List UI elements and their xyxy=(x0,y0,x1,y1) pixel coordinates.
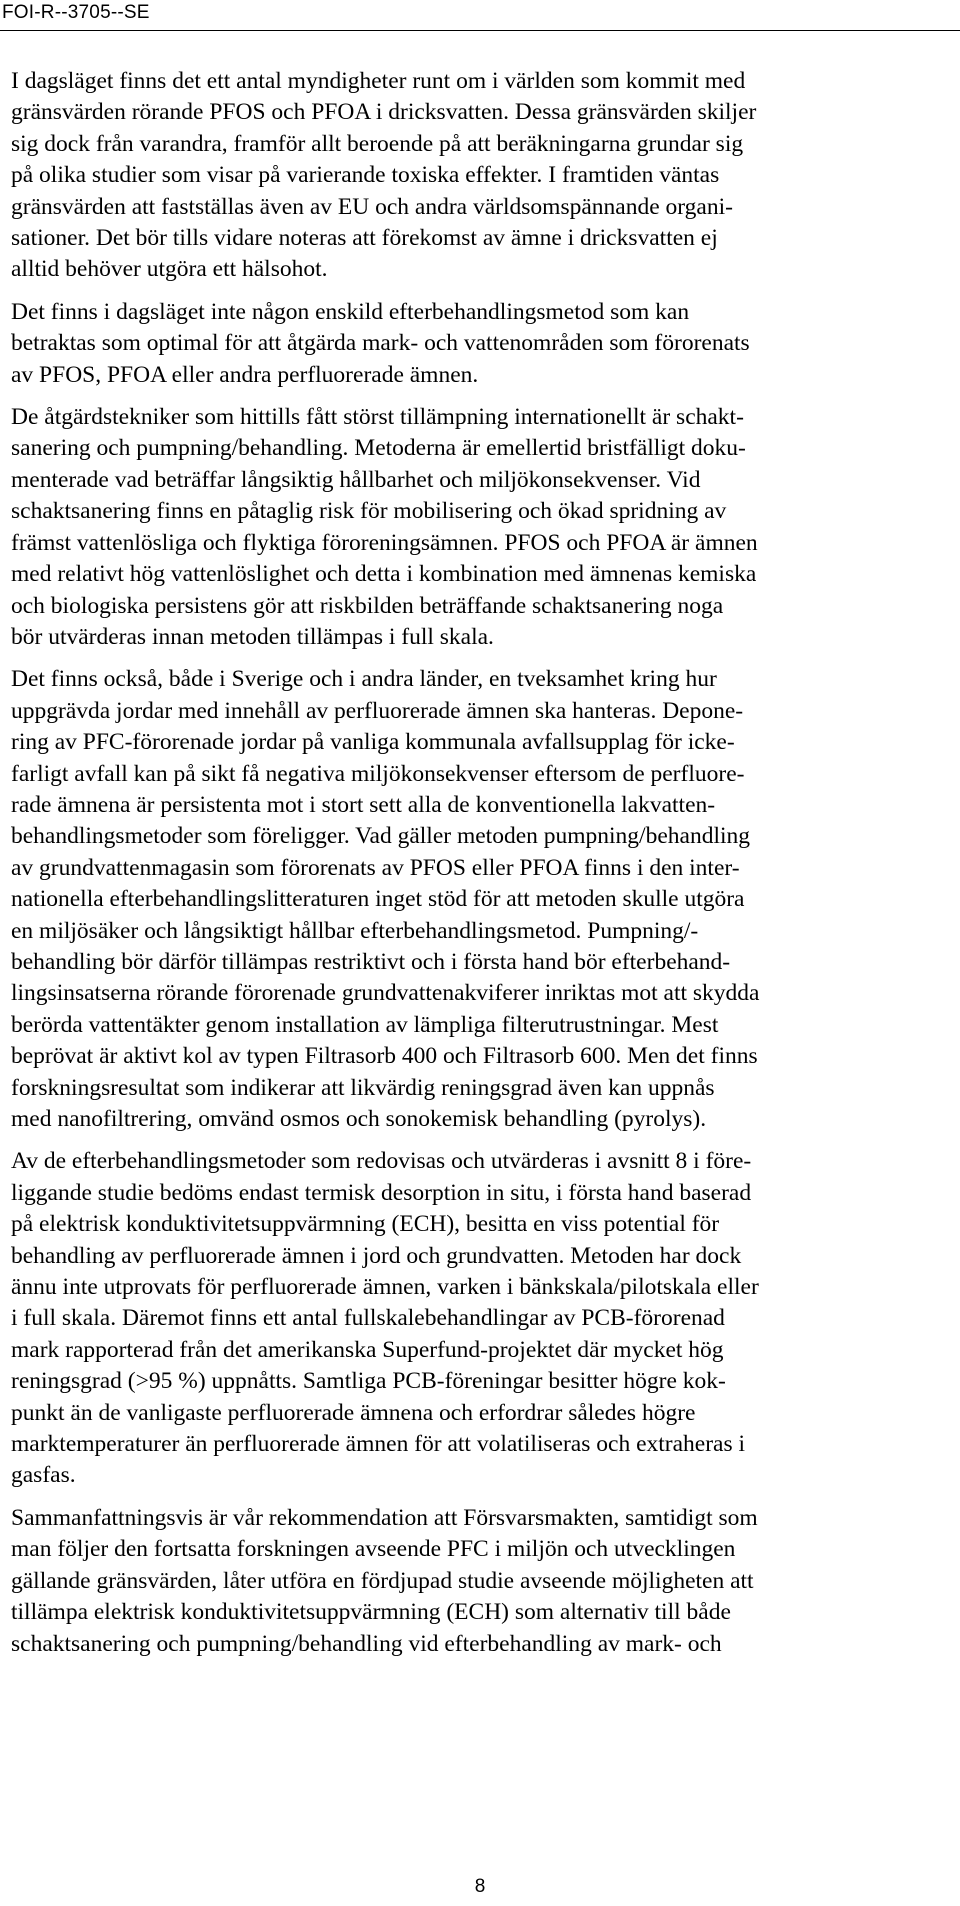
text-line: med relativt hög vattenlöslighet och detta i kombination med ämnenas kemiska xyxy=(11,561,757,588)
header-divider xyxy=(0,30,960,31)
text-line: lingsinsatserna rörande förorenade grundvattenakviferer inriktas mot att skydda xyxy=(11,980,760,1007)
text-line: främst vattenlösliga och flyktiga föroreningsämnen. PFOS och PFOA är ämnen xyxy=(11,529,758,556)
text-line: I dagsläget finns det ett antal myndigheter runt om i världen som kommit med xyxy=(11,68,746,94)
text-line: ännu inte utprovats för perfluorerade ämnen, varken i bänkskala/pilotskala eller xyxy=(11,1274,759,1301)
text-line: Det finns i dagsläget inte någon enskild efterbehandlingsmetod som kan xyxy=(11,298,690,325)
text-line: en miljösäker och långsiktigt hållbar efterbehandlingsmetod. Pumpning/- xyxy=(11,917,699,944)
body-paragraph xyxy=(11,1146,931,1491)
text-line: forskningsresultat som indikerar att likvärdig reningsgrad även kan uppnås xyxy=(11,1074,715,1101)
text-line: punkt än de vanligaste perfluorerade ämnena och erfordrar således högre xyxy=(11,1399,696,1426)
text-line: av grundvattenmagasin som förorenats av PFOS eller PFOA finns i den inter- xyxy=(11,854,740,881)
text-line: i full skala. Däremot finns ett antal fullskalebehandlingar av PCB-förorenad xyxy=(11,1305,725,1332)
text-line: Av de efterbehandlingsmetoder som redovisas och utvärderas i avsnitt 8 i före- xyxy=(11,1148,752,1175)
text-line: på olika studier som visar på varierande toxiska effekter. I framtiden väntas xyxy=(11,162,720,189)
text-line: sanering och pumpning/behandling. Metoderna är emellertid bristfälligt doku- xyxy=(11,435,746,462)
body-paragraph xyxy=(11,66,931,286)
text-line: liggande studie bedöms endast termisk desorption in situ, i första hand baserad xyxy=(11,1179,752,1206)
text-line: behandling av perfluorerade ämnen i jord och grundvatten. Metoden har dock xyxy=(11,1242,742,1269)
text-line: behandlingsmetoder som föreligger. Vad gäller metoden pumpning/behandling xyxy=(11,823,750,850)
text-line: sationer. Det bör tills vidare noteras att förekomst av ämne i dricksvatten ej xyxy=(11,225,718,252)
text-line: reningsgrad (>95 %) uppnåtts. Samtliga PCB-föreningar besitter högre kok- xyxy=(11,1368,726,1395)
text-line: uppgrävda jordar med innehåll av perfluorerade ämnen ska hanteras. Depone- xyxy=(11,697,744,724)
text-line: behandling bör därför tillämpas restriktivt och i första hand bör efterbehand- xyxy=(11,948,731,975)
text-line: alltid behöver utgöra ett hälsohot. xyxy=(11,256,328,283)
text-line: gränsvärden att fastställas även av EU och andra världsomspännande organi- xyxy=(11,193,733,220)
text-line: farligt avfall kan på sikt få negativa miljökonsekvenser eftersom de perfluore- xyxy=(11,760,745,787)
text-line: och biologiska persistens gör att riskbilden beträffande schaktsanering noga xyxy=(11,592,724,619)
text-line: De åtgärdstekniker som hittills fått störst tillämpning internationellt är schakt- xyxy=(11,404,744,431)
text-line: mark rapporterad från det amerikanska Superfund-projektet där mycket hög xyxy=(11,1336,724,1363)
text-line: marktemperaturer än perfluorerade ämnen för att volatiliseras och extraheras i xyxy=(11,1431,746,1458)
document-body xyxy=(11,66,931,1671)
text-line: gränsvärden rörande PFOS och PFOA i dricksvatten. Dessa gränsvärden skiljer xyxy=(11,99,757,126)
page-number: 8 xyxy=(474,1876,486,1897)
text-line: på elektrisk konduktivitetsuppvärmning (ECH), besitta en viss potential för xyxy=(11,1211,720,1238)
text-line: gasfas. xyxy=(11,1462,76,1489)
text-line: ring av PFC-förorenade jordar på vanliga kommunala avfallsupplag för icke- xyxy=(11,729,735,756)
text-line: sig dock från varandra, framför allt beroende på att beräkningarna grundar sig xyxy=(11,130,744,157)
text-line: bör utvärderas innan metoden tillämpas i full skala. xyxy=(11,623,494,650)
text-line: med nanofiltrering, omvänd osmos och sonokemisk behandling (pyrolys). xyxy=(11,1106,707,1132)
report-id: FOI-R--3705--SE xyxy=(2,2,150,23)
text-line: man följer den fortsatta forskningen avseende PFC i miljön och utvecklingen xyxy=(11,1536,736,1563)
text-line: schaktsanering finns en påtaglig risk för mobilisering och ökad spridning av xyxy=(11,498,727,525)
text-line: Sammanfattningsvis är vår rekommendation att Försvarsmakten, samtidigt som xyxy=(11,1504,758,1531)
body-paragraph xyxy=(11,1503,931,1660)
body-paragraph xyxy=(11,297,931,391)
text-line: rade ämnena är persistenta mot i stort sett alla de konventionella lakvatten- xyxy=(11,791,716,818)
text-line: schaktsanering och pumpning/behandling vid efterbehandling av mark- och xyxy=(11,1630,722,1657)
body-paragraph xyxy=(11,664,931,1135)
text-line: berörda vattentäkter genom installation av lämpliga filterutrustningar. Mest xyxy=(11,1011,719,1038)
text-line: gällande gränsvärden, låter utföra en fördjupad studie avseende möjligheten att xyxy=(11,1567,754,1594)
text-line: Det finns också, både i Sverige och i andra länder, en tveksamhet kring hur xyxy=(11,666,717,693)
text-line: tillämpa elektrisk konduktivitetsuppvärmning (ECH) som alternativ till både xyxy=(11,1599,731,1626)
text-line: av PFOS, PFOA eller andra perfluorerade ämnen. xyxy=(11,361,479,388)
body-paragraph xyxy=(11,402,931,653)
text-line: beprövat är aktivt kol av typen Filtrasorb 400 och Filtrasorb 600. Men det finns xyxy=(11,1043,758,1070)
text-line: menterade vad beträffar långsiktig hållbarhet och miljökonsekvenser. Vid xyxy=(11,466,701,493)
text-line: betraktas som optimal för att åtgärda mark- och vattenområden som förorenats xyxy=(11,330,750,357)
text-line: nationella efterbehandlingslitteraturen inget stöd för att metoden skulle utgöra xyxy=(11,886,745,913)
